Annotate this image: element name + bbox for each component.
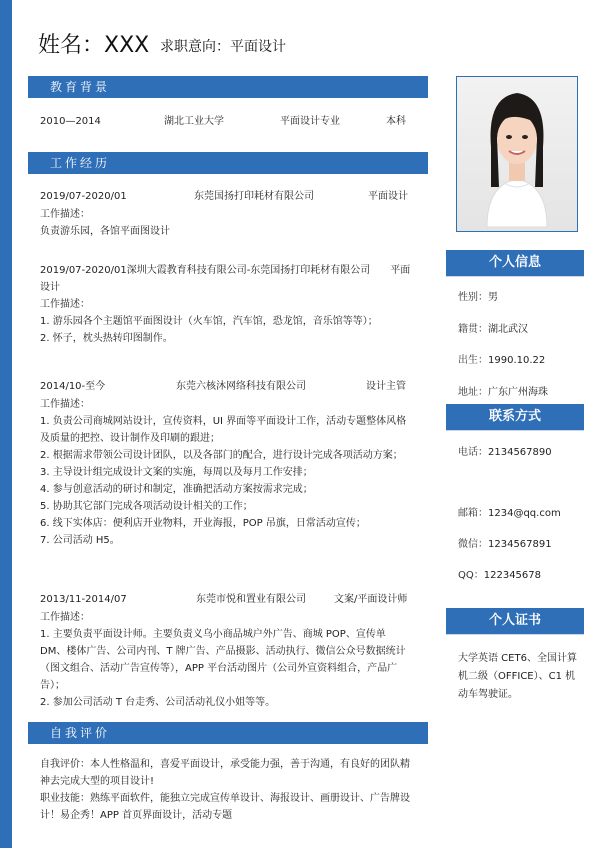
address-row [458, 383, 548, 398]
job2-header: 2019/07-2020/01深圳大霞教育科技有限公司-东莞国扬打印耗材有限公司 平面设计 [40, 265, 411, 293]
gender-value: 男 [488, 292, 498, 303]
gender-label: 性别： [458, 292, 488, 303]
self-eval-paragraph: 自我评价：本人性格温和，喜爱平面设计，承受能力强，善于沟通，有良好的团队精神去完成大型的项目设计! [40, 759, 410, 787]
origin-label: 籍贯： [458, 324, 488, 335]
edu-degree: 本科 [386, 116, 406, 127]
wechat-row [458, 535, 552, 550]
name-value: XXX [104, 33, 150, 58]
name-line [38, 28, 149, 59]
job4-desc-label: 工作描述： [40, 612, 90, 623]
skills-paragraph: 职业技能：熟练平面软件，能独立完成宣传单设计、海报设计、画册设计、广告牌设计！易企秀！APP 首页界面设计，活动专题 [40, 793, 410, 821]
email-value: 1234@qq.com [488, 508, 561, 519]
job3-line: 5. 协助其它部门完成各项活动设计相关的工作； [40, 501, 253, 512]
job1-period: 2019/07-2020/01 [40, 191, 127, 202]
self-eval-text [40, 756, 412, 824]
edu-school: 湖北工业大学 [164, 116, 224, 127]
phone-label: 电话： [458, 447, 488, 458]
job1-line: 负责游乐园，各馆平面图设计 [40, 226, 170, 237]
qq-label: QQ： [458, 570, 484, 581]
origin-row [458, 320, 528, 335]
job3-line: 6. 线下实体店：便利店开业物料，开业海报，POP 吊旗，日常活动宣传； [40, 518, 366, 529]
phone-row [458, 443, 552, 458]
email-label: 邮箱： [458, 508, 488, 519]
job4-line: 2. 参加公司活动 T 台走秀、公司活动礼仪小姐等等。 [40, 697, 276, 708]
birth-value: 1990.10.22 [488, 355, 546, 366]
edu-major: 平面设计专业 [280, 116, 340, 127]
job4-desc [40, 609, 412, 711]
job3-desc-label: 工作描述： [40, 399, 90, 410]
contact-header: 联系方式 [446, 404, 584, 430]
job4-period: 2013/11-2014/07 [40, 594, 127, 605]
job3-role: 设计主管 [366, 381, 406, 392]
phone-value: 2134567890 [488, 447, 552, 458]
job3-line: 1. 负责公司商城网站设计，宣传资料，UI 界面等平面设计工作，活动专题整体风格及质量的把控、设计制作及印刷的跟进； [40, 416, 407, 444]
birth-label: 出生： [458, 355, 488, 366]
job1-desc [40, 206, 412, 240]
job4-line: 1. 主要负责平面设计师。主要负责义乌小商品城户外广告、商城 POP、宣传单 DM、楼体广告、公司内刊、T 牌广告、产品摄影、活动执行、微信公众号数据统计（图文组合、活动广告宣传等），APP 平台活动图片（公司外宣资料组合，产品广告）； [40, 629, 406, 691]
intent-label: 求职意向： [160, 39, 230, 55]
self-eval-title: 自我评价 [50, 726, 111, 740]
intent-value: 平面设计 [230, 39, 286, 55]
name-label: 姓名： [38, 33, 105, 58]
portrait-image [457, 77, 577, 231]
divider [446, 430, 584, 431]
job2-line: 1. 游乐园各个主题馆平面图设计（火车馆，汽车馆，恐龙馆，音乐馆等等）； [40, 316, 378, 327]
personal-info-header: 个人信息 [446, 250, 584, 276]
job2-desc [40, 262, 412, 347]
job1-role: 平面设计 [368, 191, 408, 202]
job3-period: 2014/10-至今 [40, 381, 106, 392]
gender-row [458, 288, 498, 303]
education-section-header [28, 76, 428, 98]
certificates-text: 大学英语 CET6、全国计算机二级（OFFICE）、C1 机动车驾驶证。 [458, 653, 577, 700]
wechat-value: 1234567891 [488, 539, 552, 550]
job3-line: 3. 主导设计组完成设计文案的实施，每周以及每月工作安排； [40, 467, 313, 478]
job2-line: 2. 怀子，枕头热转印图制作。 [40, 333, 173, 344]
origin-value: 湖北武汉 [488, 324, 528, 335]
qq-row [458, 566, 541, 581]
job3-line: 4. 参与创意活动的研讨和制定，准确把活动方案按需求完成； [40, 484, 313, 495]
work-title: 工作经历 [50, 156, 111, 170]
job4-role: 文案/平面设计师 [334, 594, 408, 605]
birth-row [458, 351, 545, 366]
edu-period: 2010—2014 [40, 116, 101, 127]
address-label: 地址： [458, 387, 488, 398]
job1-company: 东莞国扬打印耗材有限公司 [194, 191, 314, 202]
profile-photo [456, 76, 578, 232]
divider [446, 634, 584, 635]
job3-company: 东莞六核沐网络科技有限公司 [176, 381, 306, 392]
job2-desc-label: 工作描述： [40, 299, 90, 310]
certificates-header: 个人证书 [446, 608, 584, 634]
job3-line: 7. 公司活动 H5。 [40, 535, 120, 546]
address-value: 广东广州海珠 [488, 387, 548, 398]
job3-line: 2. 根据需求带领公司设计团队，以及各部门的配合，进行设计完成各项活动方案； [40, 450, 403, 461]
wechat-label: 微信： [458, 539, 488, 550]
work-section-header [28, 152, 428, 174]
left-accent-bar [0, 0, 12, 848]
job3-desc [40, 396, 412, 549]
job1-desc-label: 工作描述： [40, 209, 90, 220]
qq-value: 122345678 [483, 570, 542, 581]
divider [446, 276, 584, 277]
education-title: 教育背景 [50, 80, 111, 94]
self-eval-section-header [28, 722, 428, 744]
job4-company: 东莞市悦和置业有限公司 [196, 594, 306, 605]
email-row [458, 504, 561, 519]
job-intent [160, 36, 286, 56]
